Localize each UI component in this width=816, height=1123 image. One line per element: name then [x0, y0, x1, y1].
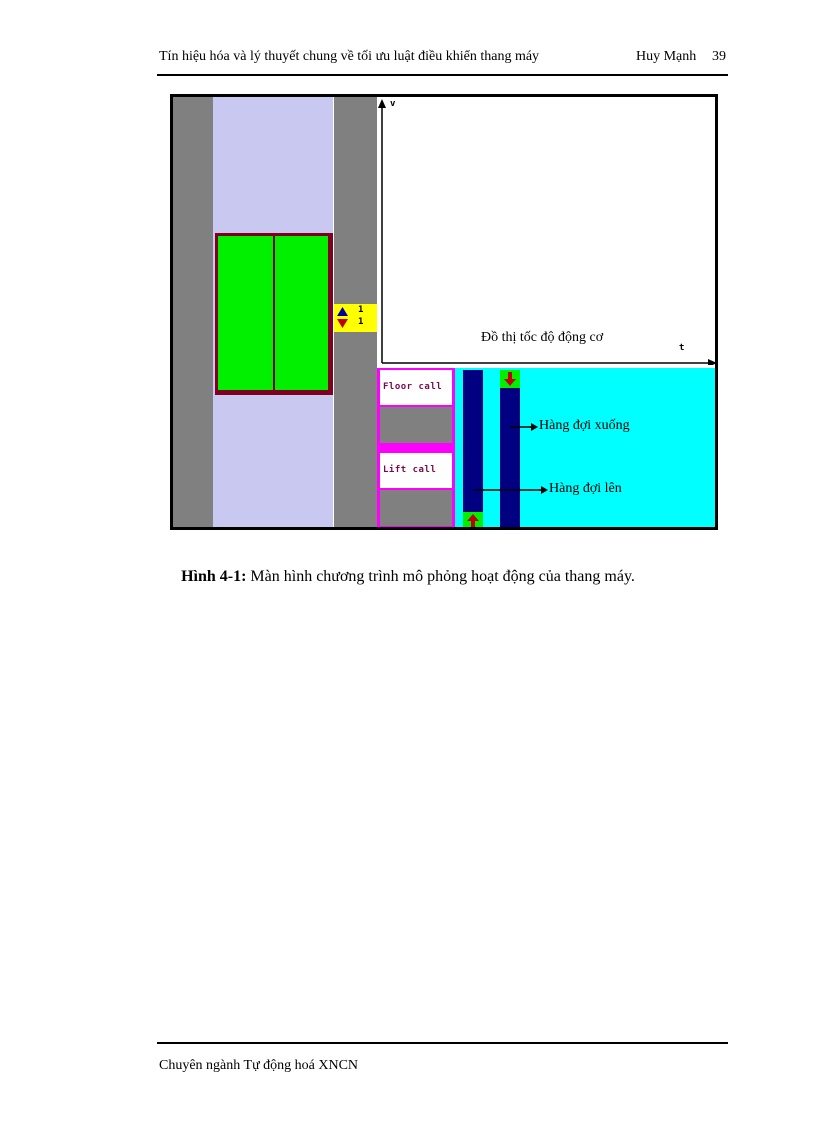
axis-t-label: t: [679, 343, 685, 353]
indicator-up-value: 1: [358, 305, 364, 315]
caption-text: Màn hình chương trình mô phỏng hoạt động của thang máy.: [246, 568, 635, 585]
car-door-left: [218, 236, 273, 390]
queue-up-label: Hàng đợi lên: [549, 481, 622, 496]
floor-call-box: [380, 370, 452, 405]
elevator-car: [215, 233, 333, 395]
queue-down-label: Hàng đợi xuống: [539, 418, 630, 433]
queue-panel: [455, 368, 718, 530]
lift-call-box: [380, 453, 452, 488]
lift-call-label: Lift call: [383, 465, 437, 475]
caption-label: Hình 4-1:: [181, 568, 247, 585]
header-author: Huy Mạnh: [636, 49, 697, 64]
header-title: Tín hiệu hóa và lý thuyết chung về tối ưu luật điều khiển thang máy: [159, 49, 540, 64]
footer-rule: [157, 1042, 728, 1044]
lift-call-queue: [380, 490, 452, 526]
graph-axes: [377, 97, 718, 365]
page-number: 39: [712, 49, 726, 64]
direction-indicator: [334, 304, 377, 332]
floor-call-queue: [380, 407, 452, 443]
car-door-right: [275, 236, 328, 390]
call-panel: [377, 368, 455, 530]
left-shaft: [173, 97, 213, 527]
figure-caption: [0, 568, 816, 586]
annotation-arrows: [455, 368, 718, 530]
header-rule: [157, 74, 728, 76]
graph-label: Đồ thị tốc độ động cơ: [481, 330, 604, 345]
down-arrow-icon: [337, 319, 348, 328]
indicator-down-value: 1: [358, 317, 364, 327]
footer-text: Chuyên ngành Tự động hoá XNCN: [159, 1058, 359, 1073]
elevator-simulation-figure: [170, 94, 718, 530]
axis-v-label: v: [390, 99, 396, 109]
velocity-graph: [377, 97, 718, 365]
floor-call-label: Floor call: [383, 382, 443, 392]
up-arrow-icon: [337, 307, 348, 316]
